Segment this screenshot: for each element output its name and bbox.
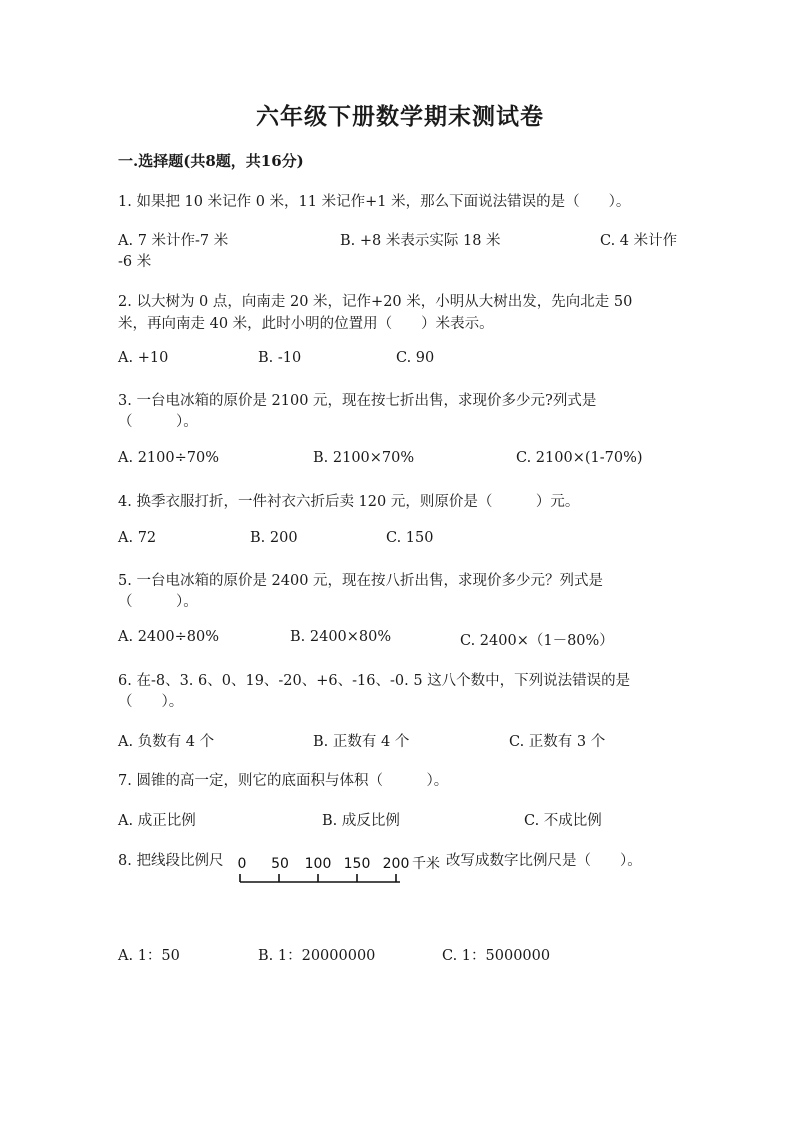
scale-tick-label: 150 (343, 856, 371, 872)
scale-tick-label: 100 (304, 856, 332, 872)
question-1: 1. 如果把 10 米记作 0 米，11 米记作+1 米，那么下面说法错误的是（ ）。 (118, 194, 631, 210)
scale-tick-label: 50 (271, 856, 289, 872)
question-4: 4. 换季衣服打折，一件衬衣六折后卖 120 元，则原价是（ ）元。 (118, 494, 580, 510)
q7-option-a: A. 成正比例 (118, 813, 196, 829)
q2-option-c: C. 90 (396, 350, 435, 366)
q6-option-c: C. 正数有 3 个 (509, 734, 606, 750)
q4-option-a: A. 72 (118, 530, 157, 546)
q8-option-b: B. 1：20000000 (258, 948, 376, 964)
scale-tick-label: 200 (382, 856, 410, 872)
q3-option-a: A. 2100÷70% (118, 450, 219, 466)
q1-option-a: A. 7 米计作-7 米 (118, 233, 229, 249)
q5-option-b: B. 2400×80% (290, 629, 392, 645)
q4-option-b: B. 200 (250, 530, 298, 546)
question-6-line-1: 6. 在-8、3. 6、0、19、-20、+6、-16、-0. 5 这八个数中，下列说法错误的是 (118, 673, 631, 689)
q6-option-b: B. 正数有 4 个 (313, 734, 410, 750)
question-3-line-1: 3. 一台电冰箱的原价是 2100 元，现在按七折出售，求现价多少元?列式是 (118, 393, 597, 409)
q5-option-c: C. 2400×（1－80%） (460, 633, 614, 649)
q8-option-a: A. 1：50 (118, 948, 180, 964)
section-heading: 一.选择题(共8题，共16分) (118, 152, 304, 170)
q4-option-c: C. 150 (386, 530, 434, 546)
q7-option-b: B. 成反比例 (322, 813, 400, 829)
q1-option-b: B. +8 米表示实际 18 米 (340, 233, 501, 249)
question-3-line-2: （ ）。 (118, 414, 198, 430)
scale-bar-figure (236, 852, 446, 892)
question-8-part-2: 改写成数字比例尺是（ ）。 (446, 853, 642, 869)
question-6-line-2: （ ）。 (118, 694, 184, 710)
q3-option-c: C. 2100×(1-70%) (516, 450, 643, 466)
q2-option-a: A. +10 (118, 350, 169, 366)
question-7: 7. 圆锥的高一定，则它的底面积与体积（ ）。 (118, 773, 449, 789)
question-5-line-1: 5. 一台电冰箱的原价是 2400 元，现在按八折出售，求现价多少元？列式是 (118, 573, 604, 589)
q5-option-a: A. 2400÷80% (118, 629, 219, 645)
q3-option-b: B. 2100×70% (313, 450, 415, 466)
question-2-line-2: 米，再向南走 40 米，此时小明的位置用（ ）米表示。 (118, 316, 494, 332)
scale-unit-label: 千米 (412, 856, 440, 872)
q8-option-c: C. 1：5000000 (442, 948, 551, 964)
page-title: 六年级下册数学期末测试卷 (256, 103, 544, 130)
scale-tick-label: 0 (237, 856, 247, 872)
q7-option-c: C. 不成比例 (524, 813, 602, 829)
q1-option-c-cont: -6 米 (118, 254, 152, 270)
question-8-part-1: 8. 把线段比例尺 (118, 853, 224, 869)
q1-option-c: C. 4 米计作 (600, 233, 678, 249)
question-5-line-2: （ ）。 (118, 594, 198, 610)
q2-option-b: B. -10 (258, 350, 302, 366)
q6-option-a: A. 负数有 4 个 (118, 734, 215, 750)
question-2-line-1: 2. 以大树为 0 点，向南走 20 米，记作+20 米，小明从大树出发，先向北走 50 (118, 294, 633, 310)
